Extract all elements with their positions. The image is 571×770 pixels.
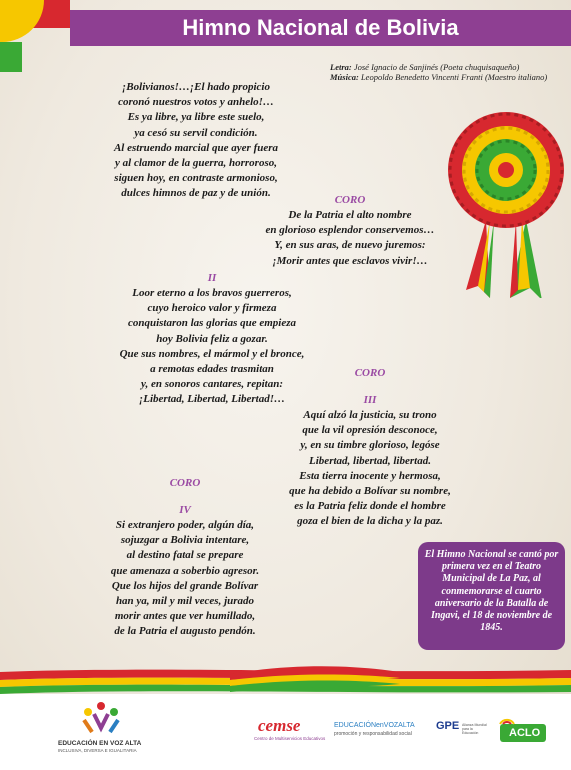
aclo-logo: ACLO: [509, 727, 541, 739]
verse-line: Libertad, libertad, libertad.: [309, 454, 431, 467]
verse-line: Que sus nombres, el mármol y el bronce,: [119, 347, 305, 360]
verse-line: Y, en sus aras, de nuevo juremos:: [274, 239, 426, 252]
verse-line: al destino fatal se prepare: [126, 549, 244, 562]
flag-band-icon: [0, 664, 571, 694]
verse-line: conquistaron las glorias que empieza: [127, 317, 297, 330]
verse-line: dulces himnos de paz y de unión.: [121, 187, 271, 200]
verse-line: a remotas edades trasmitan: [150, 363, 274, 376]
verse-line: que la vil opresión desconoce,: [302, 424, 438, 437]
verse-line: ¡Libertad, Libertad, Libertad!…: [138, 393, 286, 406]
edu-logo-subtitle: INCLUSIVA, DIVERSA E IGUALITARIA: [58, 748, 137, 753]
coro-text: [245, 208, 455, 269]
verse-line: Que los hijos del grande Bolívar: [111, 579, 259, 592]
rosette-icon: [444, 108, 568, 298]
letra-value: José Ignacio de Sanjinés (Poeta chuquisaqueño): [353, 62, 520, 72]
verse-line: Es ya libre, ya libre este suelo,: [127, 111, 265, 124]
verse-line: coronó nuestros votos y anhelo!…: [118, 96, 274, 109]
verse-line: hoy Bolivia feliz a gozar.: [156, 332, 268, 345]
verse-line: Esta tierra inocente y hermosa,: [299, 469, 441, 482]
coro-3-heading: CORO: [169, 477, 201, 489]
verse-line: que amenaza a soberbio agresor.: [110, 564, 260, 577]
cemse-logo: cemse: [258, 716, 301, 735]
flag-corner-yellow: [0, 0, 44, 42]
info-box: El Himno Nacional se cantó por primera vez en el Teatro Municipal de La Paz, al conmemorarse el cuarto aniversario de la Batalla de Ingavi, el 18 de noviembre de 1845.: [418, 542, 565, 650]
verse-line: y, en su timbre glorioso, legóse: [300, 439, 440, 452]
stanza-4-heading: IV: [179, 504, 191, 516]
education-people-logo-icon: [78, 700, 124, 736]
stanza-2: [105, 286, 319, 408]
verse-line: goza el bien de la dicha y la paz.: [297, 515, 443, 528]
coro-heading: CORO: [334, 194, 366, 206]
verse-line: cuyo heroico valor y firmeza: [147, 302, 277, 315]
cemse-subtitle: Centro de Multiservicios Educativos: [254, 736, 326, 741]
gpe-subtitle: Alianza Mundial para la Educación: [462, 723, 487, 735]
title-banner: [70, 10, 571, 46]
musica-value: Leopoldo Benedetto Vincenti Franti (Maestro italiano): [360, 72, 548, 82]
stanza-3-heading: III: [363, 394, 377, 406]
stanza-4: [85, 518, 285, 640]
verse-line: Al estruendo marcial que ayer fuera: [113, 141, 279, 154]
musica-label: Música:: [330, 72, 359, 82]
verse-line: sojuzgar a Bolivia intentare,: [120, 534, 250, 547]
flag-corner-green: [0, 42, 22, 72]
verse-line: De la Patria el alto nombre: [288, 209, 412, 221]
coro-2-heading: CORO: [354, 367, 386, 379]
verse-line: Si extranjero poder, algún día,: [115, 519, 255, 531]
verse-line: de la Patria el augusto pendón.: [114, 625, 256, 638]
verse-line: ya cesó su servil condición.: [134, 126, 258, 139]
verse-line: ¡Morir antes que esclavos vivir!…: [272, 254, 428, 267]
gpe-logo: GPE: [436, 720, 460, 732]
verse-line: Aquí alzó la justicia, su trono: [303, 409, 437, 421]
stanza-2-heading: II: [207, 272, 217, 284]
verse-line: Loor eterno a los bravos guerreros,: [132, 287, 292, 299]
verse-line: ¡Bolivianos!…¡El hado propicio: [122, 81, 270, 93]
verse-line: morir antes que ver humillado,: [114, 610, 256, 623]
verse-line: en glorioso esplendor conservemos…: [265, 224, 435, 237]
verse-line: que ha debido a Bolívar su nombre,: [289, 485, 451, 498]
stanza-1: [98, 80, 294, 202]
footer: [0, 694, 571, 770]
verse-line: es la Patria feliz donde el hombre: [294, 500, 446, 513]
edu-logo-title: EDUCACIÓN EN VOZ ALTA: [58, 740, 142, 747]
evz-logo: EDUCACIÓNenVOZALTA: [334, 722, 415, 729]
verse-line: han ya, mil y mil veces, jurado: [115, 595, 255, 608]
page-title: Himno Nacional de Bolivia: [182, 15, 459, 40]
evz-subtitle: promoción y responsabilidad social: [334, 731, 412, 737]
verse-line: y al clamor de la guerra, horroroso,: [115, 157, 277, 170]
verse-line: y, en sonoros cantares, repitan:: [141, 378, 283, 391]
stanza-3: [261, 408, 479, 530]
aclo-signal-icon: [498, 714, 516, 726]
letra-label: Letra:: [330, 62, 352, 72]
verse-line: siguen hoy, en contraste armonioso,: [114, 172, 278, 185]
credits: [330, 62, 547, 82]
